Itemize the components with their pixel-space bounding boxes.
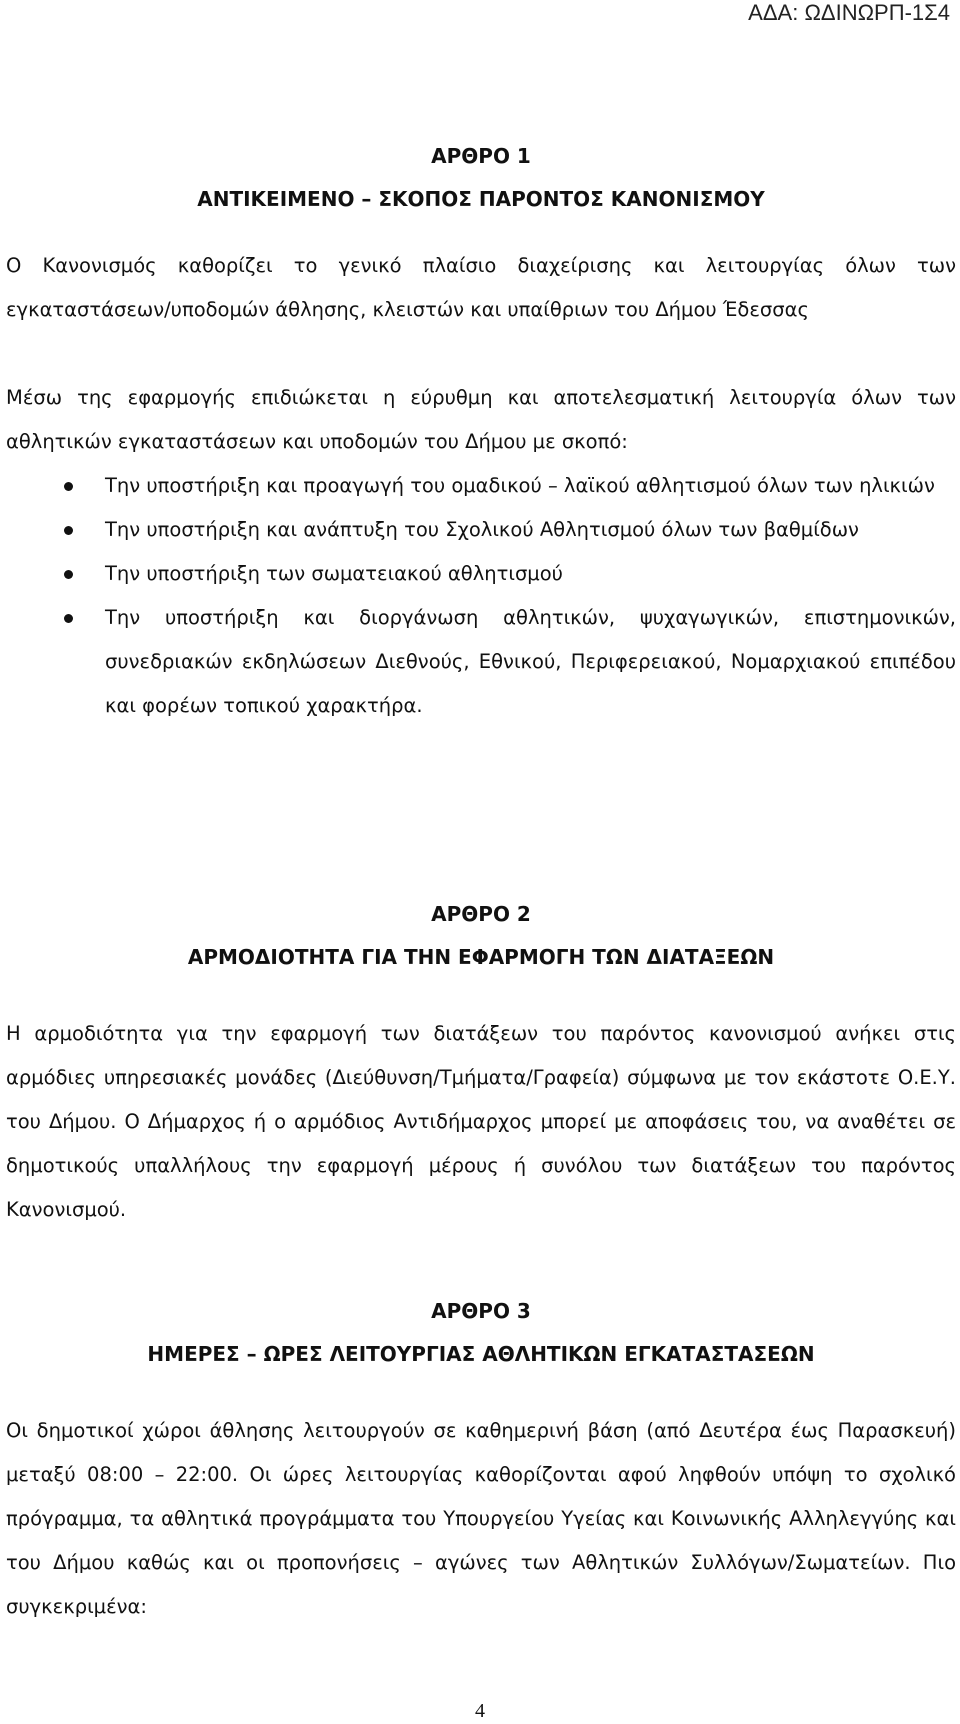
article-1-paragraph-2: Μέσω της εφαρμογής επιδιώκεται η εύρυθμη και αποτελεσματική λειτουργία όλων των αθλητικών εγκαταστάσεων και υποδομών του Δήμου με σκοπό: <box>6 386 956 453</box>
article-2-number: ΑΡΘΡΟ 2 <box>431 902 531 926</box>
article-1-heading <box>6 135 956 221</box>
list-item: Την υποστήριξη των σωματειακού αθλητισμού <box>6 552 956 596</box>
list-item: Την υποστήριξη και ανάπτυξη του Σχολικού Αθλητισμού όλων των βαθμίδων <box>6 508 956 552</box>
article-2-heading <box>6 893 956 979</box>
bullet-icon <box>64 482 73 491</box>
list-item: Την υποστήριξη και διοργάνωση αθλητικών, ψυχαγωγικών, επιστημονικών, συνεδριακών εκδηλώσεων Διεθνούς, Εθνικού, Περιφερειακού, Νομαρχιακού επιπέδου και φορέων τοπικού χαρακτήρα. <box>6 596 956 728</box>
list-item: Την υποστήριξη και προαγωγή του ομαδικού – λαϊκού αθλητισμού όλων των ηλικιών <box>6 464 956 508</box>
article-3-heading <box>6 1290 956 1376</box>
article-1-paragraph-1: Ο Κανονισμός καθορίζει το γενικό πλαίσιο διαχείρισης και λειτουργίας όλων των εγκαταστάσεων/υποδομών άθλησης, κλειστών και υπαίθριων του Δήμου Έδεσσας <box>6 254 956 321</box>
bullet-icon <box>64 614 73 623</box>
ada-code: ΑΔΑ: ΩΔΙΝΩΡΠ-1Σ4 <box>748 0 950 25</box>
page-number: 4 <box>475 1700 485 1722</box>
article-1-number: ΑΡΘΡΟ 1 <box>431 144 531 168</box>
article-3-paragraph: Οι δημοτικοί χώροι άθλησης λειτουργούν σε καθημερινή βάση (από Δευτέρα έως Παρασκευή) μεταξύ 08:00 – 22:00. Οι ώρες λειτουργίας καθορίζονται αφού ληφθούν υπόψη το σχολικό πρόγραμμα, τα αθλητικά προγράμματα του Υπουργείου Υγείας και Κοινωνικής Αλληλεγγύης και του Δήμου καθώς και οι προπονήσεις – αγώνες των Αθλητικών Συλλόγων/Σωματείων. Πιο συγκεκριμένα: <box>6 1419 956 1618</box>
article-3-title: ΗΜΕΡΕΣ – ΩΡΕΣ ΛΕΙΤΟΥΡΓΙΑΣ ΑΘΛΗΤΙΚΩΝ ΕΓΚΑΤΑΣΤΑΣΕΩΝ <box>147 1342 815 1366</box>
bullet-icon <box>64 570 73 579</box>
bullet-icon <box>64 526 73 535</box>
article-3-number: ΑΡΘΡΟ 3 <box>431 1299 531 1323</box>
article-1-title: ΑΝΤΙΚΕΙΜΕΝΟ – ΣΚΟΠΟΣ ΠΑΡΟΝΤΟΣ ΚΑΝΟΝΙΣΜΟΥ <box>197 187 765 211</box>
article-2-title: ΑΡΜΟΔΙΟΤΗΤΑ ΓΙΑ ΤΗΝ ΕΦΑΡΜΟΓΗ ΤΩΝ ΔΙΑΤΑΞΕΩΝ <box>187 945 775 969</box>
article-2-paragraph: Η αρμοδιότητα για την εφαρμογή των διατάξεων του παρόντος κανονισμού ανήκει στις αρμόδιες υπηρεσιακές μονάδες (Διεύθυνση/Τμήματα/Γραφεία) σύμφωνα με τον εκάστοτε Ο.Ε.Υ. του Δήμου. Ο Δήμαρχος ή ο αρμόδιος Αντιδήμαρχος μπορεί με αποφάσεις του, να αναθέτει σε δημοτικούς υπαλλήλους την εφαρμογή μέρους ή συνόλου των διατάξεων του παρόντος Κανονισμού. <box>6 1022 956 1221</box>
article-1-bullet-list <box>6 464 956 728</box>
